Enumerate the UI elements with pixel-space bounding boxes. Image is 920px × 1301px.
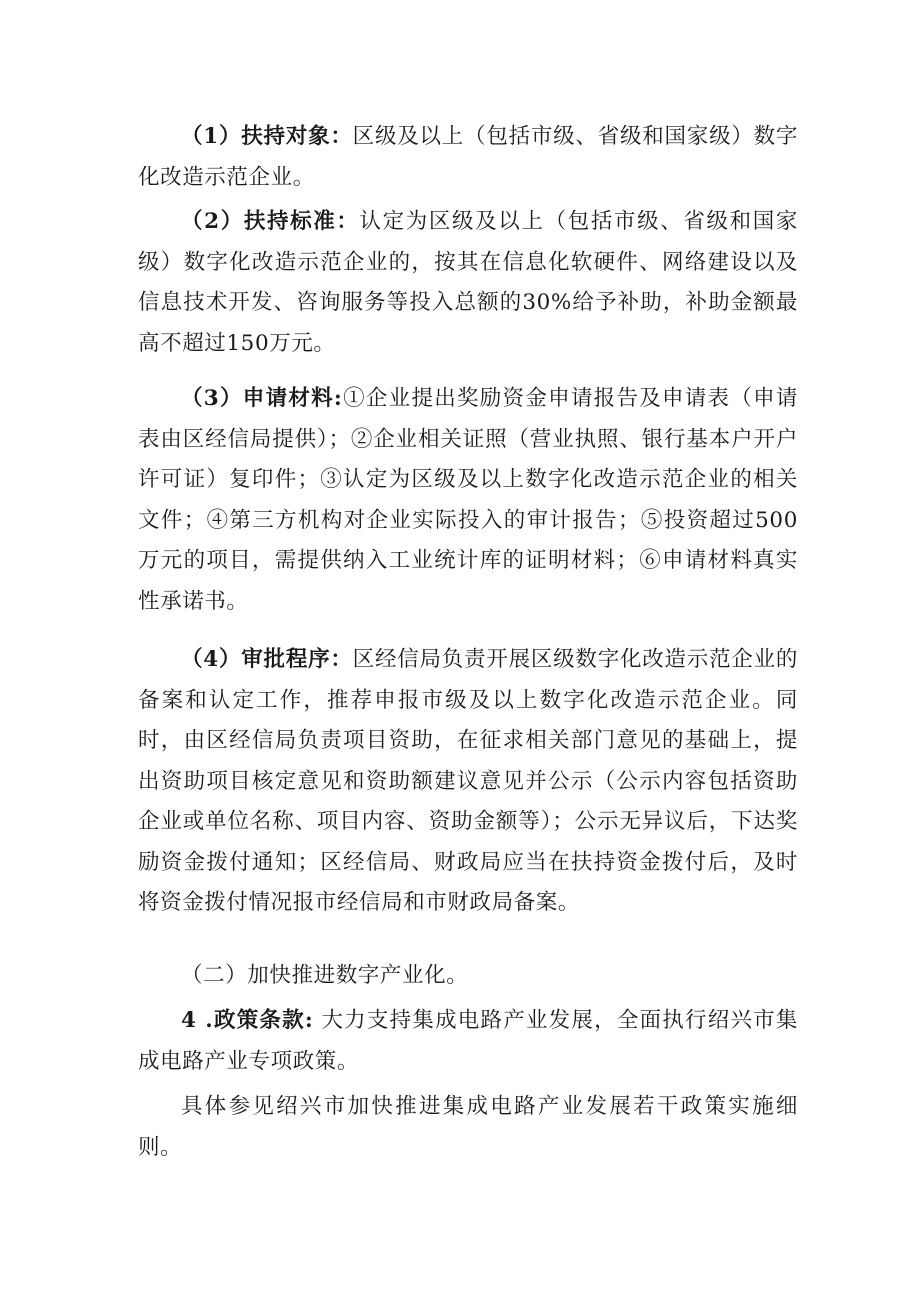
paragraph-policy-clause <box>138 1001 798 1082</box>
paragraph-text: 区级及以上（包括市级、省级和国家级）数字化改造示范企业。 <box>138 124 798 190</box>
paragraph-heading: 4 .政策条款: <box>181 1008 314 1033</box>
paragraph-heading: （3）申请材料: <box>181 386 343 411</box>
section-heading-digital-industrialization <box>138 956 798 997</box>
paragraph-support-standard <box>138 202 798 364</box>
paragraph-text: 大力支持集成电路产业发展，全面执行绍兴市集成电路产业专项政策。 <box>138 1008 798 1074</box>
paragraph-reference <box>138 1087 798 1168</box>
paragraph-text: （二）加快推进数字产业化。 <box>181 963 469 988</box>
paragraph-approval-procedure <box>138 640 798 924</box>
paragraph-text: 区经信局负责开展区级数字化改造示范企业的备案和认定工作，推荐申报市级及以上数字化改造示范企业。同时，由区经信局负责项目资助，在征求相关部门意见的基础上，提出资助项目核定意见和资助额建议意见并公示（公示内容包括资助企业或单位名称、项目内容、资助金额等）；公示无异议后，下达奖励资金拨付通知；区经信局、财政局应当在扶持资金拨付后，及时将资金拨付情况报市经信局和市财政局备案。 <box>138 647 798 915</box>
paragraph-application-materials <box>138 379 798 622</box>
paragraph-heading: （1）扶持对象： <box>181 124 353 149</box>
paragraph-text: 具体参见绍兴市加快推进集成电路产业发展若干政策实施细则。 <box>138 1094 798 1160</box>
paragraph-heading: （4）审批程序： <box>181 647 353 672</box>
paragraph-text: ①企业提出奖励资金申请报告及申请表（申请表由区经信局提供）；②企业相关证照（营业执照、银行基本户开户许可证）复印件；③认定为区级及以上数字化改造示范企业的相关文件；④第三方机构对企业实际投入的审计报告；⑤投资超过500万元的项目，需提供纳入工业统计库的证明材料；⑥申请材料真实性承诺书。 <box>138 386 798 614</box>
paragraph-text: 认定为区级及以上（包括市级、省级和国家级）数字化改造示范企业的，按其在信息化软硬件、网络建设以及信息技术开发、咨询服务等投入总额的30%给予补助，补助金额最高不超过150万元。 <box>138 209 798 356</box>
paragraph-heading: （2）扶持标准： <box>181 209 360 234</box>
paragraph-support-target <box>138 117 798 198</box>
